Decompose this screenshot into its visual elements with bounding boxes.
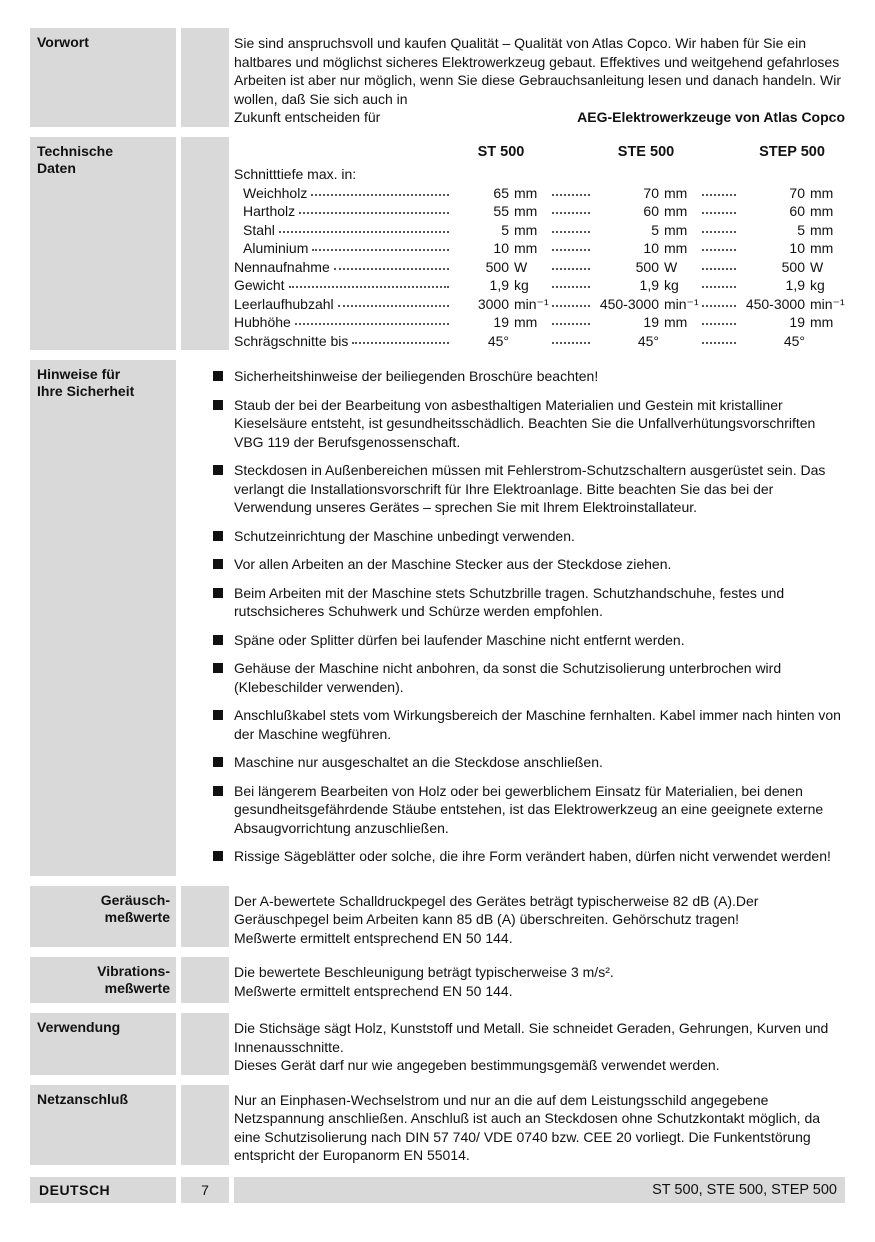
tech-value: 45°	[637, 332, 659, 349]
netzanschluss-body: Nur an Einphasen-Wechselstrom und nur an die auf dem Leistungsschild angegebene Netzspannung anschließen. Anschluß ist auch an Steckdosen ohne Schutzkontakt möglich, da eine Schutzisolierung nach DIN 57 740/ VDE 0740 bzw. CEE 20 vorliegt. Die Funkentstörung entspricht der Europanorm EN 55014.	[234, 1091, 821, 1163]
technische-label-line2: Daten	[37, 159, 76, 176]
tech-unit: mm	[664, 221, 688, 238]
safety-bullet-item	[213, 584, 845, 621]
tech-value: 65	[493, 184, 509, 201]
verwendung-body-1: Die Stichsäge sägt Holz, Kunststoff und Metall. Sie schneidet Geraden, Gehrungen, Kurven und Innenausschnitte.	[234, 1020, 829, 1055]
technische-label-line1: Technische	[37, 142, 113, 159]
dotted-leader	[702, 239, 736, 251]
vorwort-closing-bold: AEG-Elektrowerkzeuge von Atlas Copco	[577, 109, 845, 125]
dotted-leader	[552, 239, 590, 251]
tech-value: 10	[643, 240, 659, 256]
bullet-text: Rissige Sägeblätter oder solche, die ihre Form verändert haben, dürfen nicht verwendet werden!	[234, 848, 831, 864]
tech-row-label: Aluminium	[234, 239, 453, 258]
section-netzanschluss	[30, 1085, 845, 1165]
dotted-leader-cell	[549, 276, 593, 288]
safety-bullet-item	[213, 659, 845, 696]
section-sicherheitshinweise	[30, 360, 845, 876]
tech-unit: mm	[514, 314, 538, 330]
dotted-leader-cell	[549, 184, 593, 196]
safety-bullet-item	[213, 706, 845, 743]
hinweise-label-line2: Ihre Sicherheit	[37, 383, 135, 399]
dotted-leader-cell	[699, 184, 739, 196]
vibrations-body-1: Die bewertete Beschleunigung beträgt typischerweise 3 m/s².	[234, 964, 614, 980]
tech-unit: mm	[664, 314, 688, 330]
geraeusch-content	[234, 886, 845, 948]
tech-unit: mm	[810, 221, 834, 238]
tech-unit: mm	[810, 240, 834, 256]
tech-row	[234, 202, 845, 221]
dotted-leader	[552, 258, 590, 270]
dotted-leader-cell	[699, 239, 739, 251]
dotted-leader-cell	[699, 258, 739, 270]
tech-unit: mm	[810, 314, 834, 330]
geraeusch-strip	[181, 886, 229, 948]
tech-table-rows	[234, 165, 845, 350]
dotted-leader-cell	[549, 313, 593, 325]
bullet-text: Sicherheitshinweise der beiliegenden Broschüre beachten!	[234, 368, 599, 384]
vibrations-label-line1: Vibrations-	[97, 963, 170, 979]
bullet-text: Staub der bei der Bearbeitung von asbesthaltigen Materialien und Gestein mit kristalliner Kieselsäure entsteht, ist gesundheitsschädlich. Beachten Sie die Unfallverhütungsvorschriften VBG 119 der Berufsgenossenschaft.	[234, 396, 816, 450]
verwendung-strip	[181, 1013, 229, 1075]
bullet-text: Maschine nur ausgeschaltet an die Steckdose anschließen.	[234, 754, 603, 770]
dotted-leader	[702, 258, 736, 270]
dotted-leader-cell	[549, 221, 593, 233]
tech-unit: kg	[810, 277, 825, 293]
dotted-leader	[702, 276, 736, 288]
geraeusch-body-2: Meßwerte ermittelt entsprechend EN 50 144.	[234, 929, 513, 946]
safety-bullet-item	[213, 753, 845, 772]
bullet-square-icon	[213, 710, 223, 720]
safety-bullet-item	[213, 396, 845, 452]
bullet-square-icon	[213, 465, 223, 475]
dotted-leader-cell	[549, 295, 593, 307]
tech-value: 500	[781, 258, 805, 275]
bullet-square-icon	[213, 400, 223, 410]
vorwort-body: Sie sind anspruchsvoll und kaufen Qualität – Qualität von Atlas Copco. Wir haben für Sie ein haltbares und möglichst sicheres Elektrowerkzeug gebaut. Effektives und weitgehend gefahrloses Arbeiten ist aber nur möglich, wenn Sie diese Gebrauchsanleitung lesen und danach handeln. Wir wollen, daß Sie sich auch in	[234, 35, 842, 107]
safety-bullet-item	[213, 555, 845, 574]
dotted-leader-cell	[549, 239, 593, 251]
netzanschluss-content	[234, 1085, 845, 1165]
tech-value: 1,9	[489, 277, 509, 293]
tech-unit: W	[664, 258, 678, 275]
bullet-text: Beim Arbeiten mit der Maschine stets Schutzbrille tragen. Schutzhandschuhe, festes und rutschsicheres Schuhwerk und Schürze werden empfohlen.	[234, 584, 785, 619]
safety-bullet-list	[213, 366, 845, 866]
dotted-leader-cell	[549, 258, 593, 270]
bullet-text: Steckdosen in Außenbereichen müssen mit Fehlerstrom-Schutzschaltern ausgerüstet sein. Das verlangt die Installationsvorschrift für Ihre Elektroanlage. Bitte beachten Sie das bei der Verwendung unseres Gerätes – sprechen Sie mit Ihrem Elektroinstallateur.	[234, 462, 826, 515]
dotted-leader	[702, 184, 736, 196]
tech-value: 45°	[783, 332, 805, 349]
tech-header-model-1: ST 500	[477, 143, 525, 160]
hinweise-label-box	[30, 360, 176, 876]
tech-value: 5	[501, 221, 509, 238]
vorwort-closing-left: Zukunft entscheiden für	[234, 109, 381, 125]
section-technische-daten	[30, 137, 845, 351]
dotted-leader-cell	[549, 332, 593, 344]
tech-row	[234, 258, 845, 277]
tech-row-label: Nennaufnahme	[234, 258, 453, 277]
tech-value: 450-3000	[599, 295, 659, 312]
dotted-leader	[352, 332, 449, 344]
bullet-square-icon	[213, 851, 223, 861]
tech-unit: mm	[664, 240, 688, 256]
tech-unit: mm	[664, 184, 688, 201]
tech-row-label: Stahl	[234, 221, 453, 240]
tech-value: 5	[797, 221, 805, 238]
tech-row-label: Weichholz	[234, 184, 453, 203]
bullet-text: Vor allen Arbeiten an der Maschine Stecker aus der Steckdose ziehen.	[234, 556, 672, 572]
vibrations-label-box	[30, 957, 176, 1003]
vibrations-content	[234, 957, 845, 1003]
vorwort-content	[234, 28, 845, 127]
tech-unit: mm	[514, 203, 538, 219]
tech-table-header	[234, 143, 845, 162]
tech-value: 10	[493, 240, 509, 256]
dotted-leader	[552, 202, 590, 214]
tech-row-label: Schrägschnitte bis	[234, 332, 453, 351]
tech-row	[234, 276, 845, 295]
vibrations-body-2: Meßwerte ermittelt entsprechend EN 50 144.	[234, 982, 513, 999]
tech-unit: mm	[810, 203, 834, 219]
safety-bullet-item	[213, 527, 845, 546]
tech-header-model-3: STEP 500	[759, 143, 825, 160]
dotted-leader	[279, 221, 449, 233]
tech-value: 70	[789, 184, 805, 201]
dotted-leader-cell	[699, 221, 739, 233]
tech-value: 500	[485, 258, 509, 275]
bullet-square-icon	[213, 757, 223, 767]
safety-bullet-item	[213, 631, 845, 650]
tech-unit: W	[514, 258, 528, 275]
dotted-leader	[702, 202, 736, 214]
tech-unit: mm	[664, 203, 688, 219]
bullet-square-icon	[213, 786, 223, 796]
tech-value: 19	[643, 314, 659, 330]
dotted-leader	[289, 276, 449, 288]
dotted-leader-cell	[549, 202, 593, 214]
tech-row	[234, 165, 845, 184]
dotted-leader-cell	[699, 276, 739, 288]
section-verwendung	[30, 1013, 845, 1075]
tech-value: 60	[643, 203, 659, 219]
tech-unit: mm	[810, 184, 834, 201]
safety-bullet-item	[213, 367, 845, 386]
bullet-square-icon	[213, 559, 223, 569]
tech-unit: mm	[514, 240, 538, 256]
safety-bullet-item	[213, 461, 845, 517]
dotted-leader	[312, 239, 449, 251]
tech-unit: W	[810, 258, 824, 275]
tech-row-label: Hubhöhe	[234, 313, 453, 332]
footer-language: DEUTSCH	[30, 1177, 176, 1203]
geraeusch-label-line1: Geräusch-	[100, 891, 170, 908]
tech-row-label: Hartholz	[234, 202, 453, 221]
tech-value: 19	[493, 314, 509, 330]
tech-value: 19	[789, 314, 805, 330]
bullet-square-icon	[213, 635, 223, 645]
bullet-text: Späne oder Splitter dürfen bei laufender Maschine nicht entfernt werden.	[234, 631, 685, 648]
dotted-leader	[311, 184, 449, 196]
dotted-leader	[702, 313, 736, 325]
footer-page-number: 7	[181, 1177, 229, 1203]
tech-row	[234, 313, 845, 332]
tech-value: 1,9	[785, 277, 805, 293]
section-vibrationsmesswerte	[30, 957, 845, 1003]
bullet-square-icon	[213, 371, 223, 381]
tech-unit: mm	[514, 221, 538, 238]
technische-content	[234, 137, 845, 351]
tech-row	[234, 295, 845, 314]
tech-row	[234, 239, 845, 258]
geraeusch-label-box	[30, 886, 176, 948]
tech-value: 60	[789, 203, 805, 219]
technische-strip	[181, 137, 229, 351]
vorwort-label-box	[30, 28, 176, 127]
tech-value: 5	[651, 221, 659, 238]
bullet-text: Anschlußkabel stets vom Wirkungsbereich der Maschine fernhalten. Kabel immer nach hinten von der Maschine wegführen.	[234, 707, 841, 742]
tech-value: 450-3000	[745, 295, 805, 312]
verwendung-label-box	[30, 1013, 176, 1075]
dotted-leader-cell	[699, 332, 739, 344]
tech-row-label: Gewicht	[234, 276, 453, 295]
hinweise-label-line1: Hinweise für	[37, 366, 121, 382]
dotted-leader	[334, 258, 449, 270]
geraeusch-label-line2: meßwerte	[104, 908, 170, 925]
dotted-leader	[338, 295, 449, 307]
dotted-leader	[552, 184, 590, 196]
bullet-square-icon	[213, 663, 223, 673]
tech-row-label: Leerlaufhubzahl	[234, 295, 453, 314]
tech-row	[234, 332, 845, 351]
tech-value: 500	[635, 258, 659, 275]
dotted-leader-cell	[699, 295, 739, 307]
hinweise-content	[234, 360, 845, 876]
vorwort-label: Vorwort	[37, 34, 89, 50]
dotted-leader	[295, 313, 449, 325]
verwendung-body-2: Dieses Gerät darf nur wie angegeben bestimmungsgemäß verwendet werden.	[234, 1057, 720, 1073]
dotted-leader-cell	[699, 202, 739, 214]
dotted-leader	[702, 332, 736, 344]
page-footer	[30, 1177, 845, 1203]
tech-unit: min⁻¹	[664, 295, 699, 312]
tech-value: 45°	[487, 332, 509, 349]
tech-row	[234, 221, 845, 240]
section-geraeuschmesswerte	[30, 886, 845, 948]
vibrations-label-line2: meßwerte	[104, 980, 170, 996]
tech-unit: mm	[514, 184, 538, 201]
vorwort-strip	[181, 28, 229, 127]
dotted-leader	[552, 313, 590, 325]
tech-value: 10	[789, 240, 805, 256]
vorwort-closing-line	[234, 108, 845, 127]
tech-value: 3000	[477, 295, 509, 312]
bullet-text: Schutzeinrichtung der Maschine unbedingt verwenden.	[234, 527, 575, 544]
tech-row-label: Schnitttiefe max. in:	[234, 166, 357, 182]
dotted-leader	[702, 295, 736, 307]
section-vorwort	[30, 28, 845, 127]
safety-bullet-item	[213, 782, 845, 838]
verwendung-label: Verwendung	[37, 1019, 121, 1035]
tech-unit: min⁻¹	[514, 295, 549, 312]
tech-value: 1,9	[639, 277, 659, 293]
dotted-leader	[552, 276, 590, 288]
dotted-leader	[552, 332, 590, 344]
safety-bullet-item	[213, 847, 845, 866]
verwendung-content	[234, 1013, 845, 1075]
dotted-leader	[702, 221, 736, 233]
tech-row	[234, 184, 845, 203]
tech-unit: min⁻¹	[810, 295, 845, 312]
footer-model-list: ST 500, STE 500, STEP 500	[234, 1177, 845, 1203]
netzanschluss-strip	[181, 1085, 229, 1165]
tech-unit: kg	[514, 277, 529, 293]
technische-label-box	[30, 137, 176, 351]
tech-value: 55	[493, 203, 509, 219]
dotted-leader-cell	[699, 313, 739, 325]
vibrations-strip	[181, 957, 229, 1003]
netzanschluss-label-box	[30, 1085, 176, 1165]
tech-header-model-2: STE 500	[617, 143, 675, 160]
tech-unit: kg	[664, 277, 679, 293]
tech-value: 70	[643, 184, 659, 201]
bullet-square-icon	[213, 531, 223, 541]
bullet-text: Bei längerem Bearbeiten von Holz oder bei gewerblichem Einsatz für Materialien, bei denen gesundheitsgefährdende Stäube entstehen, ist das Elektrowerkzeug an eine geeignete externe Absaugvorrichtung anzuschließen.	[234, 782, 824, 836]
bullet-square-icon	[213, 588, 223, 598]
bullet-text: Gehäuse der Maschine nicht anbohren, da sonst die Schutzisolierung unterbrochen wird (Klebeschilder verwenden).	[234, 660, 782, 695]
dotted-leader	[552, 221, 590, 233]
geraeusch-body-1: Der A-bewertete Schalldruckpegel des Gerätes beträgt typischerweise 82 dB (A).Der Geräuschpegel beim Arbeiten kann 85 dB (A) überschreiten. Gehörschutz tragen!	[234, 892, 759, 927]
dotted-leader	[552, 295, 590, 307]
dotted-leader	[299, 202, 449, 214]
netzanschluss-label: Netzanschluß	[37, 1090, 129, 1107]
